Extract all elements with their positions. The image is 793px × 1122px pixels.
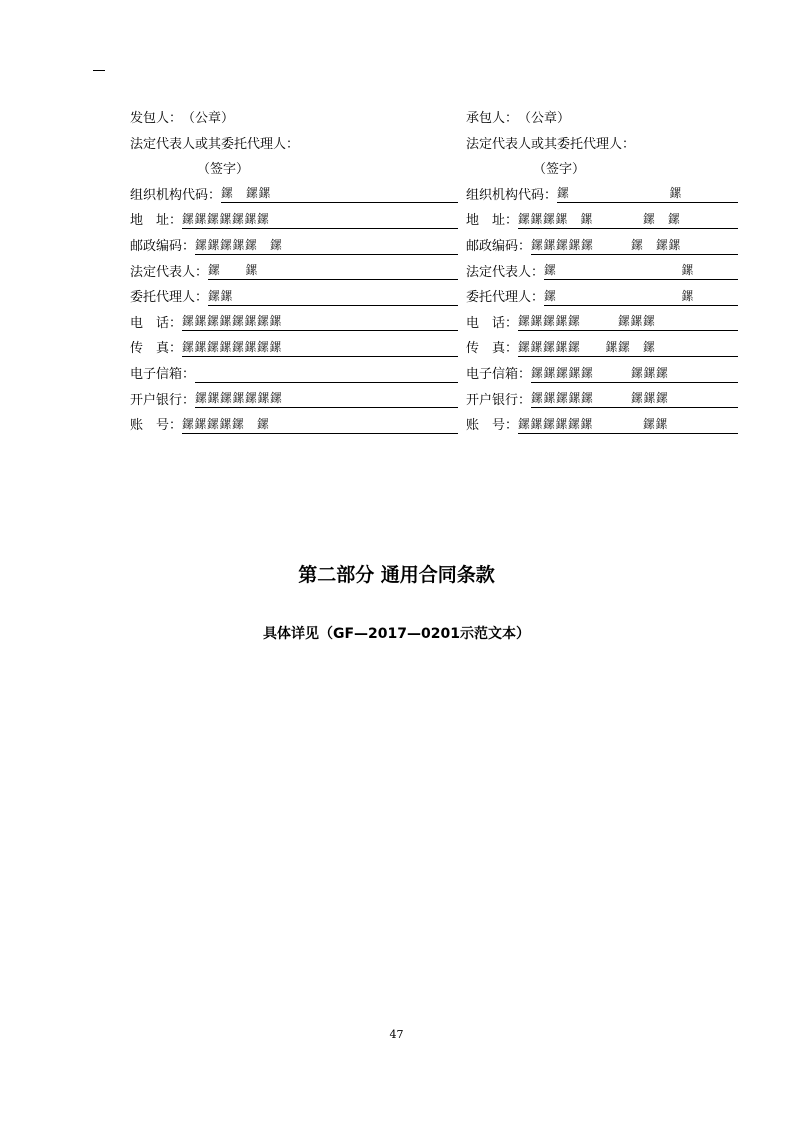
contractor-field-value: 鏍鏍鏍鏍 鏍 鏍 鏍	[518, 211, 738, 229]
employer-field-row	[130, 362, 458, 388]
employer-field-label: 邮政编码：	[130, 238, 196, 254]
part-subtitle: 具体详见（GF—2017—0201示范文本）	[263, 626, 530, 642]
employer-field-row	[130, 413, 458, 439]
employer-field-row	[130, 311, 458, 337]
contractor-field-value: 鏍鏍鏍鏍鏍鏍 鏍鏍	[518, 416, 738, 434]
employer-field-value: 鏍鏍	[208, 288, 458, 306]
contractor-field-row	[466, 336, 738, 362]
contractor-field-label: 组织机构代码：	[466, 187, 558, 203]
employer-field-row	[130, 336, 458, 362]
contractor-field-value: 鏍 鏍	[544, 262, 738, 280]
employer-sign-note: （签字）	[197, 162, 250, 178]
employer-field-value: 鏍鏍鏍鏍鏍 鏍	[182, 416, 458, 434]
contractor-sign-note: （签字）	[533, 162, 586, 178]
employer-field-label: 电 话：	[130, 315, 183, 331]
employer-field-row	[130, 388, 458, 414]
contractor-signature-block	[466, 106, 738, 439]
contractor-field-row	[466, 208, 738, 234]
employer-signature-block	[130, 106, 458, 439]
contractor-field-row	[466, 234, 738, 260]
contractor-field-label: 邮政编码：	[466, 238, 532, 254]
employer-field-label: 账 号：	[130, 418, 183, 434]
contractor-field-label: 电子信箱：	[466, 366, 532, 382]
employer-field-label: 法定代表人：	[130, 264, 209, 280]
contractor-field-value: 鏍鏍鏍鏍鏍 鏍鏍鏍	[531, 390, 738, 408]
contractor-field-label: 电 话：	[466, 315, 519, 331]
contractor-field-value: 鏍 鏍	[544, 288, 738, 306]
employer-field-label: 开户银行：	[130, 392, 196, 408]
contractor-field-row	[466, 183, 738, 209]
part-title: 第二部分 通用合同条款	[298, 564, 495, 586]
employer-field-value: 鏍鏍鏍鏍鏍鏍鏍鏍	[182, 339, 458, 357]
employer-field-value: 鏍 鏍	[208, 262, 458, 280]
contractor-field-label: 传 真：	[466, 341, 519, 357]
contractor-field-value: 鏍鏍鏍鏍鏍 鏍鏍鏍	[518, 313, 738, 331]
contractor-field-row	[466, 362, 738, 388]
employer-field-row	[130, 208, 458, 234]
employer-field-value: 鏍鏍鏍鏍鏍鏍鏍	[195, 390, 458, 408]
contractor-field-label: 法定代表人：	[466, 264, 545, 280]
employer-field-label: 委托代理人：	[130, 290, 209, 306]
contractor-party: 承包人： （公章）	[466, 111, 571, 126]
contractor-field-label: 账 号：	[466, 418, 519, 434]
employer-field-label: 电子信箱：	[130, 366, 196, 382]
employer-field-label: 组织机构代码：	[130, 187, 222, 203]
contractor-field-label: 委托代理人：	[466, 290, 545, 306]
contractor-field-row	[466, 388, 738, 414]
employer-field-value: 鏍鏍鏍鏍鏍鏍鏍鏍	[182, 313, 458, 331]
employer-rep-label: 法定代表人或其委托代理人：	[130, 136, 300, 152]
contractor-field-label: 开户银行：	[466, 392, 532, 408]
contractor-field-row	[466, 285, 738, 311]
contractor-field-label: 地 址：	[466, 213, 519, 229]
employer-field-row	[130, 234, 458, 260]
contractor-field-row	[466, 413, 738, 439]
contractor-field-value: 鏍鏍鏍鏍鏍 鏍鏍 鏍	[518, 339, 738, 357]
contractor-field-value: 鏍鏍鏍鏍鏍 鏍鏍鏍	[531, 365, 738, 383]
employer-party: 发包人： （公章）	[130, 111, 235, 126]
contractor-field-row	[466, 260, 738, 286]
contractor-field-value: 鏍鏍鏍鏍鏍 鏍 鏍鏍	[531, 237, 738, 255]
employer-field-value	[195, 365, 458, 383]
contractor-field-row	[466, 311, 738, 337]
header-dash	[93, 70, 105, 71]
employer-field-row	[130, 183, 458, 209]
employer-field-value: 鏍鏍鏍鏍鏍鏍鏍	[182, 211, 458, 229]
contractor-field-value: 鏍 鏍	[557, 185, 738, 203]
employer-field-row	[130, 260, 458, 286]
employer-field-value: 鏍鏍鏍鏍鏍 鏍	[195, 237, 458, 255]
employer-field-label: 传 真：	[130, 341, 183, 357]
employer-field-value: 鏍 鏍鏍	[221, 185, 458, 203]
employer-field-row	[130, 285, 458, 311]
page-number: 47	[389, 1028, 404, 1041]
employer-field-label: 地 址：	[130, 213, 183, 229]
contractor-rep-label: 法定代表人或其委托代理人：	[466, 136, 636, 152]
